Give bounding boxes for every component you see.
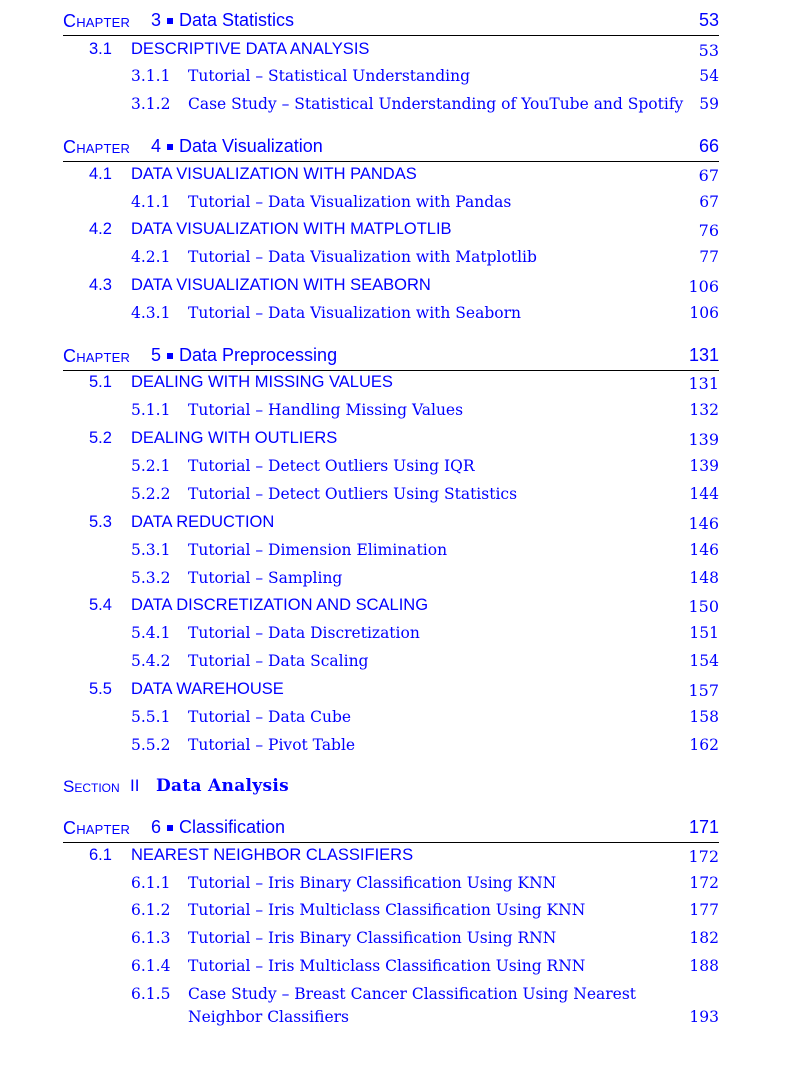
chapter-heading[interactable] <box>63 345 719 371</box>
section-number: 4.3 <box>89 276 112 294</box>
subsection-page: 59 <box>699 95 719 113</box>
subsection-title: Tutorial – Data Visualization with Pandas <box>188 193 512 211</box>
subsection-title: Tutorial – Data Cube <box>188 708 352 726</box>
chapter-heading[interactable] <box>63 817 719 843</box>
section-page: 131 <box>688 374 719 393</box>
subsection-title: Tutorial – Handling Missing Values <box>188 401 464 419</box>
subsection-title: Tutorial – Sampling <box>188 569 343 587</box>
subsection-entry[interactable] <box>63 401 719 425</box>
section-entry[interactable] <box>63 596 719 620</box>
section-title: DESCRIPTIVE DATA ANALYSIS <box>131 40 370 58</box>
subsection-page: 77 <box>699 248 719 266</box>
section-title: DEALING WITH MISSING VALUES <box>131 373 393 391</box>
section-entry[interactable] <box>63 276 719 300</box>
chapter-title: Data Statistics <box>179 10 295 30</box>
subsection-entry[interactable] <box>63 736 719 760</box>
subsection-page: 154 <box>689 652 719 670</box>
subsection-number: 5.2.2 <box>131 485 171 503</box>
section-page: 76 <box>698 221 719 240</box>
subsection-page: 148 <box>689 569 719 587</box>
subsection-page: 132 <box>689 401 719 419</box>
section-title: DEALING WITH OUTLIERS <box>131 429 338 447</box>
section-number: 4.1 <box>89 165 112 183</box>
section-entry[interactable] <box>63 429 719 453</box>
subsection-page: 188 <box>689 957 719 975</box>
subsection-entry[interactable] <box>63 901 719 925</box>
subsection-number: 3.1.2 <box>131 95 171 113</box>
subsection-page: 146 <box>689 541 719 559</box>
chapter-page: 66 <box>698 136 719 156</box>
subsection-entry[interactable] <box>63 624 719 648</box>
square-bullet-icon <box>167 825 173 831</box>
chapter-label: Chapter <box>63 818 131 838</box>
chapter-heading[interactable] <box>63 136 719 162</box>
subsection-entry[interactable] <box>63 95 719 119</box>
subsection-page: 177 <box>689 901 719 919</box>
section-number: 5.1 <box>89 373 112 391</box>
subsection-number: 5.4.2 <box>131 652 171 670</box>
subsection-page: 151 <box>689 624 719 642</box>
subsection-title: Tutorial – Iris Multiclass Classification Using RNN <box>188 957 586 975</box>
subsection-number: 6.1.3 <box>131 929 171 947</box>
section-page: 172 <box>688 847 719 866</box>
subsection-page: 106 <box>689 304 719 322</box>
subsection-title: Tutorial – Data Scaling <box>188 652 369 670</box>
subsection-title: Tutorial – Dimension Elimination <box>188 541 448 559</box>
section-entry[interactable] <box>63 513 719 537</box>
section-title: NEAREST NEIGHBOR CLASSIFIERS <box>131 846 414 864</box>
subsection-number: 3.1.1 <box>131 67 171 85</box>
subsection-title: Tutorial – Iris Binary Classification Using KNN <box>188 874 557 892</box>
subsection-number: 6.1.4 <box>131 957 171 975</box>
section-entry[interactable] <box>63 220 719 244</box>
chapter-number: 5 <box>151 345 162 365</box>
chapter-page: 171 <box>688 817 719 837</box>
section-page: 157 <box>688 681 719 700</box>
section-title: DATA VISUALIZATION WITH SEABORN <box>131 276 431 294</box>
subsection-number: 5.5.2 <box>131 736 171 754</box>
subsection-number: 4.3.1 <box>131 304 171 322</box>
subsection-entry[interactable] <box>63 569 719 593</box>
subsection-page: 162 <box>689 736 719 754</box>
subsection-number: 5.3.2 <box>131 569 171 587</box>
subsection-page: 54 <box>699 67 719 85</box>
section-number: 6.1 <box>89 846 112 864</box>
section-page: 53 <box>698 41 719 60</box>
subsection-number: 5.4.1 <box>131 624 171 642</box>
subsection-page: 144 <box>689 485 719 503</box>
section-page: 146 <box>688 514 719 533</box>
subsection-entry[interactable] <box>63 67 719 91</box>
chapter-number: 3 <box>151 10 162 30</box>
part-label: Section <box>63 777 120 796</box>
subsection-entry[interactable] <box>63 708 719 732</box>
section-entry[interactable] <box>63 373 719 397</box>
section-title: DATA WAREHOUSE <box>131 680 284 698</box>
section-number: 5.2 <box>89 429 112 447</box>
section-title: DATA REDUCTION <box>131 513 275 531</box>
subsection-title: Tutorial – Detect Outliers Using IQR <box>188 457 475 475</box>
subsection-page: 139 <box>689 457 719 475</box>
subsection-title: Tutorial – Data Discretization <box>188 624 420 642</box>
subsection-number: 5.2.1 <box>131 457 171 475</box>
subsection-entry[interactable] <box>63 652 719 676</box>
section-page: 139 <box>688 430 719 449</box>
subsection-entry[interactable] <box>63 874 719 898</box>
subsection-page: 193 <box>689 1008 719 1026</box>
section-entry[interactable] <box>63 680 719 704</box>
subsection-number: 6.1.1 <box>131 874 171 892</box>
section-page: 150 <box>688 597 719 616</box>
subsection-page: 67 <box>699 193 719 211</box>
subsection-title: Tutorial – Iris Multiclass Classification Using KNN <box>188 901 586 919</box>
subsection-entry[interactable] <box>63 193 719 217</box>
subsection-number: 4.1.1 <box>131 193 171 211</box>
subsection-title: Tutorial – Statistical Understanding <box>188 67 471 85</box>
subsection-number: 5.3.1 <box>131 541 171 559</box>
chapter-title: Data Visualization <box>179 136 323 156</box>
section-title: DATA VISUALIZATION WITH MATPLOTLIB <box>131 220 452 238</box>
square-bullet-icon <box>167 18 173 24</box>
subsection-page: 172 <box>689 874 719 892</box>
section-entry[interactable] <box>63 846 719 870</box>
section-entry[interactable] <box>63 40 719 64</box>
chapter-title: Data Preprocessing <box>179 345 338 365</box>
subsection-entry[interactable] <box>63 957 719 981</box>
section-number: 5.4 <box>89 596 112 614</box>
section-title: DATA VISUALIZATION WITH PANDAS <box>131 165 417 183</box>
chapter-number: 4 <box>151 136 162 156</box>
subsection-page: 158 <box>689 708 719 726</box>
subsection-title: Tutorial – Data Visualization with Matplotlib <box>188 248 537 266</box>
section-page: 67 <box>698 166 719 185</box>
subsection-entry[interactable] <box>63 248 719 272</box>
chapter-page: 131 <box>688 345 719 365</box>
subsection-entry[interactable] <box>63 304 719 328</box>
section-title: DATA DISCRETIZATION AND SCALING <box>131 596 429 614</box>
subsection-title: Case Study – Statistical Understanding of YouTube and Spotify <box>188 95 684 113</box>
subsection-entry[interactable] <box>63 457 719 481</box>
subsection-page: 182 <box>689 929 719 947</box>
subsection-entry[interactable] <box>63 929 719 953</box>
subsection-entry[interactable] <box>63 485 719 509</box>
part-number: II <box>130 776 140 795</box>
part-title: Data Analysis <box>156 776 289 796</box>
section-entry[interactable] <box>63 165 719 189</box>
subsection-number: 5.1.1 <box>131 401 171 419</box>
section-number: 3.1 <box>89 40 112 58</box>
square-bullet-icon <box>167 144 173 150</box>
subsection-number: 4.2.1 <box>131 248 171 266</box>
chapter-title: Classification <box>179 817 286 837</box>
chapter-page: 53 <box>698 10 719 30</box>
subsection-title: Tutorial – Iris Binary Classification Using RNN <box>188 929 557 947</box>
subsection-entry[interactable] <box>63 541 719 565</box>
subsection-title: Tutorial – Data Visualization with Seaborn <box>188 304 521 322</box>
part-heading[interactable] <box>63 776 719 800</box>
section-number: 4.2 <box>89 220 112 238</box>
subsection-number: 6.1.2 <box>131 901 171 919</box>
subsection-title: Tutorial – Pivot Table <box>188 736 356 754</box>
subsection-title: Case Study – Breast Cancer Classification Using Nearest <box>188 985 637 1003</box>
chapter-number: 6 <box>151 817 162 837</box>
chapter-label: Chapter <box>63 11 131 31</box>
section-number: 5.3 <box>89 513 112 531</box>
chapter-label: Chapter <box>63 346 131 366</box>
chapter-label: Chapter <box>63 137 131 157</box>
subsection-title-continued: Neighbor Classifiers <box>188 1008 349 1026</box>
subsection-number: 5.5.1 <box>131 708 171 726</box>
chapter-heading[interactable] <box>63 10 719 36</box>
subsection-title: Tutorial – Detect Outliers Using Statistics <box>188 485 518 503</box>
section-page: 106 <box>688 277 719 296</box>
subsection-entry[interactable] <box>63 985 719 1033</box>
subsection-number: 6.1.5 <box>131 985 171 1003</box>
square-bullet-icon <box>167 353 173 359</box>
section-number: 5.5 <box>89 680 112 698</box>
